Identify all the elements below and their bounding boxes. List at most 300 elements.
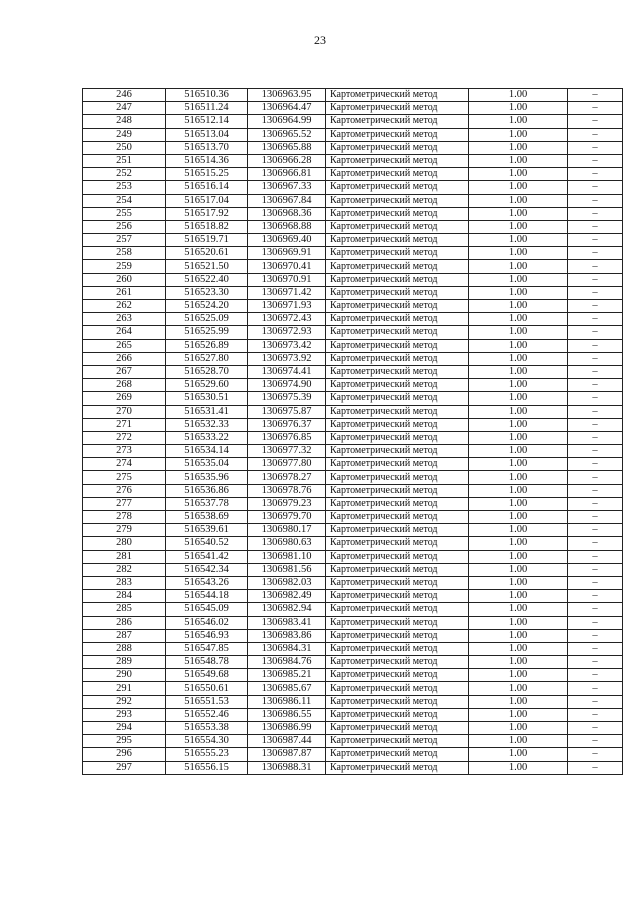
point-number-cell: 274 <box>83 458 166 471</box>
accuracy-cell: 1.00 <box>469 260 568 273</box>
table-row <box>83 405 623 418</box>
y-coordinate-cell: 1306981.56 <box>248 563 326 576</box>
point-number-cell: 247 <box>83 102 166 115</box>
method-cell: Картометрический метод <box>326 603 469 616</box>
x-coordinate-cell: 516532.33 <box>166 418 248 431</box>
method-cell: Картометрический метод <box>326 431 469 444</box>
y-coordinate-cell: 1306969.40 <box>248 234 326 247</box>
note-cell: – <box>568 695 623 708</box>
y-coordinate-cell: 1306966.81 <box>248 168 326 181</box>
y-coordinate-cell: 1306974.41 <box>248 365 326 378</box>
point-number-cell: 273 <box>83 445 166 458</box>
accuracy-cell: 1.00 <box>469 115 568 128</box>
x-coordinate-cell: 516533.22 <box>166 431 248 444</box>
method-cell: Картометрический метод <box>326 392 469 405</box>
x-coordinate-cell: 516536.86 <box>166 484 248 497</box>
note-cell: – <box>568 89 623 102</box>
y-coordinate-cell: 1306970.41 <box>248 260 326 273</box>
table-row <box>83 682 623 695</box>
note-cell: – <box>568 550 623 563</box>
note-cell: – <box>568 392 623 405</box>
x-coordinate-cell: 516547.85 <box>166 642 248 655</box>
point-number-cell: 296 <box>83 748 166 761</box>
y-coordinate-cell: 1306986.99 <box>248 722 326 735</box>
point-number-cell: 276 <box>83 484 166 497</box>
point-number-cell: 269 <box>83 392 166 405</box>
accuracy-cell: 1.00 <box>469 484 568 497</box>
accuracy-cell: 1.00 <box>469 524 568 537</box>
point-number-cell: 283 <box>83 576 166 589</box>
note-cell: – <box>568 326 623 339</box>
point-number-cell: 288 <box>83 642 166 655</box>
coordinates-table-body <box>83 89 623 775</box>
point-number-cell: 287 <box>83 629 166 642</box>
x-coordinate-cell: 516528.70 <box>166 365 248 378</box>
note-cell: – <box>568 154 623 167</box>
point-number-cell: 251 <box>83 154 166 167</box>
table-row <box>83 194 623 207</box>
note-cell: – <box>568 339 623 352</box>
x-coordinate-cell: 516535.96 <box>166 471 248 484</box>
point-number-cell: 286 <box>83 616 166 629</box>
accuracy-cell: 1.00 <box>469 326 568 339</box>
y-coordinate-cell: 1306980.63 <box>248 537 326 550</box>
table-row <box>83 207 623 220</box>
accuracy-cell: 1.00 <box>469 247 568 260</box>
table-row <box>83 563 623 576</box>
accuracy-cell: 1.00 <box>469 102 568 115</box>
note-cell: – <box>568 682 623 695</box>
y-coordinate-cell: 1306977.80 <box>248 458 326 471</box>
note-cell: – <box>568 418 623 431</box>
method-cell: Картометрический метод <box>326 234 469 247</box>
point-number-cell: 259 <box>83 260 166 273</box>
x-coordinate-cell: 516511.24 <box>166 102 248 115</box>
point-number-cell: 265 <box>83 339 166 352</box>
method-cell: Картометрический метод <box>326 418 469 431</box>
point-number-cell: 248 <box>83 115 166 128</box>
note-cell: – <box>568 471 623 484</box>
x-coordinate-cell: 516540.52 <box>166 537 248 550</box>
y-coordinate-cell: 1306967.84 <box>248 194 326 207</box>
x-coordinate-cell: 516535.04 <box>166 458 248 471</box>
accuracy-cell: 1.00 <box>469 629 568 642</box>
accuracy-cell: 1.00 <box>469 365 568 378</box>
point-number-cell: 271 <box>83 418 166 431</box>
method-cell: Картометрический метод <box>326 550 469 563</box>
accuracy-cell: 1.00 <box>469 431 568 444</box>
table-row <box>83 326 623 339</box>
method-cell: Картометрический метод <box>326 484 469 497</box>
accuracy-cell: 1.00 <box>469 537 568 550</box>
table-row <box>83 365 623 378</box>
x-coordinate-cell: 516513.04 <box>166 128 248 141</box>
note-cell: – <box>568 722 623 735</box>
method-cell: Картометрический метод <box>326 629 469 642</box>
table-row <box>83 234 623 247</box>
accuracy-cell: 1.00 <box>469 273 568 286</box>
method-cell: Картометрический метод <box>326 524 469 537</box>
table-row <box>83 537 623 550</box>
accuracy-cell: 1.00 <box>469 563 568 576</box>
accuracy-cell: 1.00 <box>469 339 568 352</box>
accuracy-cell: 1.00 <box>469 89 568 102</box>
accuracy-cell: 1.00 <box>469 656 568 669</box>
accuracy-cell: 1.00 <box>469 128 568 141</box>
x-coordinate-cell: 516510.36 <box>166 89 248 102</box>
y-coordinate-cell: 1306981.10 <box>248 550 326 563</box>
note-cell: – <box>568 563 623 576</box>
x-coordinate-cell: 516552.46 <box>166 708 248 721</box>
table-row <box>83 313 623 326</box>
table-row <box>83 102 623 115</box>
table-row <box>83 89 623 102</box>
y-coordinate-cell: 1306973.92 <box>248 352 326 365</box>
point-number-cell: 280 <box>83 537 166 550</box>
point-number-cell: 250 <box>83 141 166 154</box>
point-number-cell: 281 <box>83 550 166 563</box>
point-number-cell: 249 <box>83 128 166 141</box>
y-coordinate-cell: 1306979.70 <box>248 511 326 524</box>
method-cell: Картометрический метод <box>326 313 469 326</box>
x-coordinate-cell: 516546.93 <box>166 629 248 642</box>
point-number-cell: 252 <box>83 168 166 181</box>
y-coordinate-cell: 1306978.27 <box>248 471 326 484</box>
note-cell: – <box>568 405 623 418</box>
y-coordinate-cell: 1306964.99 <box>248 115 326 128</box>
method-cell: Картометрический метод <box>326 154 469 167</box>
accuracy-cell: 1.00 <box>469 471 568 484</box>
method-cell: Картометрический метод <box>326 748 469 761</box>
note-cell: – <box>568 128 623 141</box>
table-row <box>83 629 623 642</box>
y-coordinate-cell: 1306982.03 <box>248 576 326 589</box>
x-coordinate-cell: 516517.04 <box>166 194 248 207</box>
method-cell: Картометрический метод <box>326 247 469 260</box>
method-cell: Картометрический метод <box>326 445 469 458</box>
note-cell: – <box>568 748 623 761</box>
note-cell: – <box>568 115 623 128</box>
accuracy-cell: 1.00 <box>469 576 568 589</box>
method-cell: Картометрический метод <box>326 365 469 378</box>
method-cell: Картометрический метод <box>326 590 469 603</box>
method-cell: Картометрический метод <box>326 260 469 273</box>
note-cell: – <box>568 524 623 537</box>
table-row <box>83 524 623 537</box>
y-coordinate-cell: 1306963.95 <box>248 89 326 102</box>
x-coordinate-cell: 516555.23 <box>166 748 248 761</box>
table-row <box>83 392 623 405</box>
x-coordinate-cell: 516521.50 <box>166 260 248 273</box>
table-row <box>83 590 623 603</box>
y-coordinate-cell: 1306982.49 <box>248 590 326 603</box>
table-row <box>83 220 623 233</box>
x-coordinate-cell: 516546.02 <box>166 616 248 629</box>
table-row <box>83 603 623 616</box>
note-cell: – <box>568 352 623 365</box>
accuracy-cell: 1.00 <box>469 511 568 524</box>
table-row <box>83 181 623 194</box>
table-row <box>83 115 623 128</box>
accuracy-cell: 1.00 <box>469 735 568 748</box>
method-cell: Картометрический метод <box>326 300 469 313</box>
accuracy-cell: 1.00 <box>469 682 568 695</box>
y-coordinate-cell: 1306976.85 <box>248 431 326 444</box>
x-coordinate-cell: 516539.61 <box>166 524 248 537</box>
point-number-cell: 255 <box>83 207 166 220</box>
y-coordinate-cell: 1306972.43 <box>248 313 326 326</box>
x-coordinate-cell: 516526.89 <box>166 339 248 352</box>
point-number-cell: 264 <box>83 326 166 339</box>
point-number-cell: 272 <box>83 431 166 444</box>
method-cell: Картометрический метод <box>326 339 469 352</box>
method-cell: Картометрический метод <box>326 168 469 181</box>
accuracy-cell: 1.00 <box>469 603 568 616</box>
table-row <box>83 273 623 286</box>
y-coordinate-cell: 1306972.93 <box>248 326 326 339</box>
accuracy-cell: 1.00 <box>469 722 568 735</box>
table-row <box>83 445 623 458</box>
x-coordinate-cell: 516550.61 <box>166 682 248 695</box>
accuracy-cell: 1.00 <box>469 458 568 471</box>
note-cell: – <box>568 365 623 378</box>
note-cell: – <box>568 735 623 748</box>
method-cell: Картометрический метод <box>326 537 469 550</box>
x-coordinate-cell: 516523.30 <box>166 286 248 299</box>
method-cell: Картометрический метод <box>326 115 469 128</box>
x-coordinate-cell: 516543.26 <box>166 576 248 589</box>
y-coordinate-cell: 1306964.47 <box>248 102 326 115</box>
accuracy-cell: 1.00 <box>469 379 568 392</box>
x-coordinate-cell: 516556.15 <box>166 761 248 774</box>
method-cell: Картометрический метод <box>326 220 469 233</box>
note-cell: – <box>568 194 623 207</box>
point-number-cell: 293 <box>83 708 166 721</box>
x-coordinate-cell: 516513.70 <box>166 141 248 154</box>
table-row <box>83 260 623 273</box>
note-cell: – <box>568 273 623 286</box>
y-coordinate-cell: 1306978.76 <box>248 484 326 497</box>
accuracy-cell: 1.00 <box>469 445 568 458</box>
note-cell: – <box>568 431 623 444</box>
accuracy-cell: 1.00 <box>469 313 568 326</box>
method-cell: Картометрический метод <box>326 102 469 115</box>
note-cell: – <box>568 590 623 603</box>
table-row <box>83 761 623 774</box>
method-cell: Картометрический метод <box>326 194 469 207</box>
x-coordinate-cell: 516522.40 <box>166 273 248 286</box>
note-cell: – <box>568 313 623 326</box>
point-number-cell: 256 <box>83 220 166 233</box>
point-number-cell: 260 <box>83 273 166 286</box>
method-cell: Картометрический метод <box>326 511 469 524</box>
point-number-cell: 246 <box>83 89 166 102</box>
accuracy-cell: 1.00 <box>469 708 568 721</box>
x-coordinate-cell: 516525.99 <box>166 326 248 339</box>
table-row <box>83 550 623 563</box>
note-cell: – <box>568 247 623 260</box>
note-cell: – <box>568 286 623 299</box>
accuracy-cell: 1.00 <box>469 695 568 708</box>
method-cell: Картометрический метод <box>326 286 469 299</box>
x-coordinate-cell: 516518.82 <box>166 220 248 233</box>
point-number-cell: 279 <box>83 524 166 537</box>
x-coordinate-cell: 516525.09 <box>166 313 248 326</box>
accuracy-cell: 1.00 <box>469 497 568 510</box>
note-cell: – <box>568 669 623 682</box>
method-cell: Картометрический метод <box>326 471 469 484</box>
point-number-cell: 257 <box>83 234 166 247</box>
y-coordinate-cell: 1306971.42 <box>248 286 326 299</box>
y-coordinate-cell: 1306969.91 <box>248 247 326 260</box>
point-number-cell: 291 <box>83 682 166 695</box>
y-coordinate-cell: 1306985.21 <box>248 669 326 682</box>
y-coordinate-cell: 1306965.52 <box>248 128 326 141</box>
y-coordinate-cell: 1306967.33 <box>248 181 326 194</box>
note-cell: – <box>568 616 623 629</box>
method-cell: Картометрический метод <box>326 761 469 774</box>
accuracy-cell: 1.00 <box>469 194 568 207</box>
point-number-cell: 277 <box>83 497 166 510</box>
x-coordinate-cell: 516517.92 <box>166 207 248 220</box>
x-coordinate-cell: 516534.14 <box>166 445 248 458</box>
table-row <box>83 128 623 141</box>
point-number-cell: 266 <box>83 352 166 365</box>
x-coordinate-cell: 516524.20 <box>166 300 248 313</box>
method-cell: Картометрический метод <box>326 616 469 629</box>
method-cell: Картометрический метод <box>326 695 469 708</box>
accuracy-cell: 1.00 <box>469 154 568 167</box>
table-row <box>83 511 623 524</box>
accuracy-cell: 1.00 <box>469 550 568 563</box>
table-row <box>83 656 623 669</box>
table-row <box>83 497 623 510</box>
table-row <box>83 339 623 352</box>
table-row <box>83 471 623 484</box>
x-coordinate-cell: 516527.80 <box>166 352 248 365</box>
method-cell: Картометрический метод <box>326 379 469 392</box>
note-cell: – <box>568 708 623 721</box>
point-number-cell: 297 <box>83 761 166 774</box>
x-coordinate-cell: 516519.71 <box>166 234 248 247</box>
accuracy-cell: 1.00 <box>469 590 568 603</box>
y-coordinate-cell: 1306986.11 <box>248 695 326 708</box>
table-row <box>83 735 623 748</box>
y-coordinate-cell: 1306975.39 <box>248 392 326 405</box>
x-coordinate-cell: 516538.69 <box>166 511 248 524</box>
note-cell: – <box>568 484 623 497</box>
note-cell: – <box>568 181 623 194</box>
y-coordinate-cell: 1306968.36 <box>248 207 326 220</box>
note-cell: – <box>568 511 623 524</box>
coordinates-table <box>82 88 623 775</box>
x-coordinate-cell: 516541.42 <box>166 550 248 563</box>
method-cell: Картометрический метод <box>326 458 469 471</box>
accuracy-cell: 1.00 <box>469 141 568 154</box>
x-coordinate-cell: 516529.60 <box>166 379 248 392</box>
method-cell: Картометрический метод <box>326 497 469 510</box>
accuracy-cell: 1.00 <box>469 405 568 418</box>
method-cell: Картометрический метод <box>326 273 469 286</box>
accuracy-cell: 1.00 <box>469 352 568 365</box>
method-cell: Картометрический метод <box>326 405 469 418</box>
method-cell: Картометрический метод <box>326 128 469 141</box>
y-coordinate-cell: 1306988.31 <box>248 761 326 774</box>
accuracy-cell: 1.00 <box>469 669 568 682</box>
x-coordinate-cell: 516512.14 <box>166 115 248 128</box>
note-cell: – <box>568 300 623 313</box>
x-coordinate-cell: 516545.09 <box>166 603 248 616</box>
table-row <box>83 458 623 471</box>
accuracy-cell: 1.00 <box>469 616 568 629</box>
method-cell: Картометрический метод <box>326 642 469 655</box>
y-coordinate-cell: 1306971.93 <box>248 300 326 313</box>
note-cell: – <box>568 603 623 616</box>
method-cell: Картометрический метод <box>326 656 469 669</box>
accuracy-cell: 1.00 <box>469 181 568 194</box>
y-coordinate-cell: 1306970.91 <box>248 273 326 286</box>
note-cell: – <box>568 220 623 233</box>
table-row <box>83 300 623 313</box>
point-number-cell: 284 <box>83 590 166 603</box>
point-number-cell: 289 <box>83 656 166 669</box>
accuracy-cell: 1.00 <box>469 207 568 220</box>
accuracy-cell: 1.00 <box>469 300 568 313</box>
point-number-cell: 253 <box>83 181 166 194</box>
note-cell: – <box>568 629 623 642</box>
x-coordinate-cell: 516514.36 <box>166 154 248 167</box>
x-coordinate-cell: 516542.34 <box>166 563 248 576</box>
x-coordinate-cell: 516515.25 <box>166 168 248 181</box>
table-row <box>83 708 623 721</box>
y-coordinate-cell: 1306980.17 <box>248 524 326 537</box>
accuracy-cell: 1.00 <box>469 418 568 431</box>
table-row <box>83 642 623 655</box>
y-coordinate-cell: 1306987.44 <box>248 735 326 748</box>
accuracy-cell: 1.00 <box>469 392 568 405</box>
accuracy-cell: 1.00 <box>469 286 568 299</box>
y-coordinate-cell: 1306968.88 <box>248 220 326 233</box>
y-coordinate-cell: 1306965.88 <box>248 141 326 154</box>
note-cell: – <box>568 168 623 181</box>
table-row <box>83 695 623 708</box>
note-cell: – <box>568 458 623 471</box>
point-number-cell: 282 <box>83 563 166 576</box>
note-cell: – <box>568 141 623 154</box>
method-cell: Картометрический метод <box>326 141 469 154</box>
table-row <box>83 379 623 392</box>
note-cell: – <box>568 379 623 392</box>
point-number-cell: 254 <box>83 194 166 207</box>
point-number-cell: 268 <box>83 379 166 392</box>
note-cell: – <box>568 761 623 774</box>
accuracy-cell: 1.00 <box>469 761 568 774</box>
y-coordinate-cell: 1306982.94 <box>248 603 326 616</box>
accuracy-cell: 1.00 <box>469 748 568 761</box>
y-coordinate-cell: 1306977.32 <box>248 445 326 458</box>
point-number-cell: 285 <box>83 603 166 616</box>
point-number-cell: 290 <box>83 669 166 682</box>
method-cell: Картометрический метод <box>326 563 469 576</box>
x-coordinate-cell: 516537.78 <box>166 497 248 510</box>
table-row <box>83 168 623 181</box>
note-cell: – <box>568 207 623 220</box>
method-cell: Картометрический метод <box>326 326 469 339</box>
table-row <box>83 748 623 761</box>
method-cell: Картометрический метод <box>326 669 469 682</box>
note-cell: – <box>568 642 623 655</box>
table-row <box>83 247 623 260</box>
